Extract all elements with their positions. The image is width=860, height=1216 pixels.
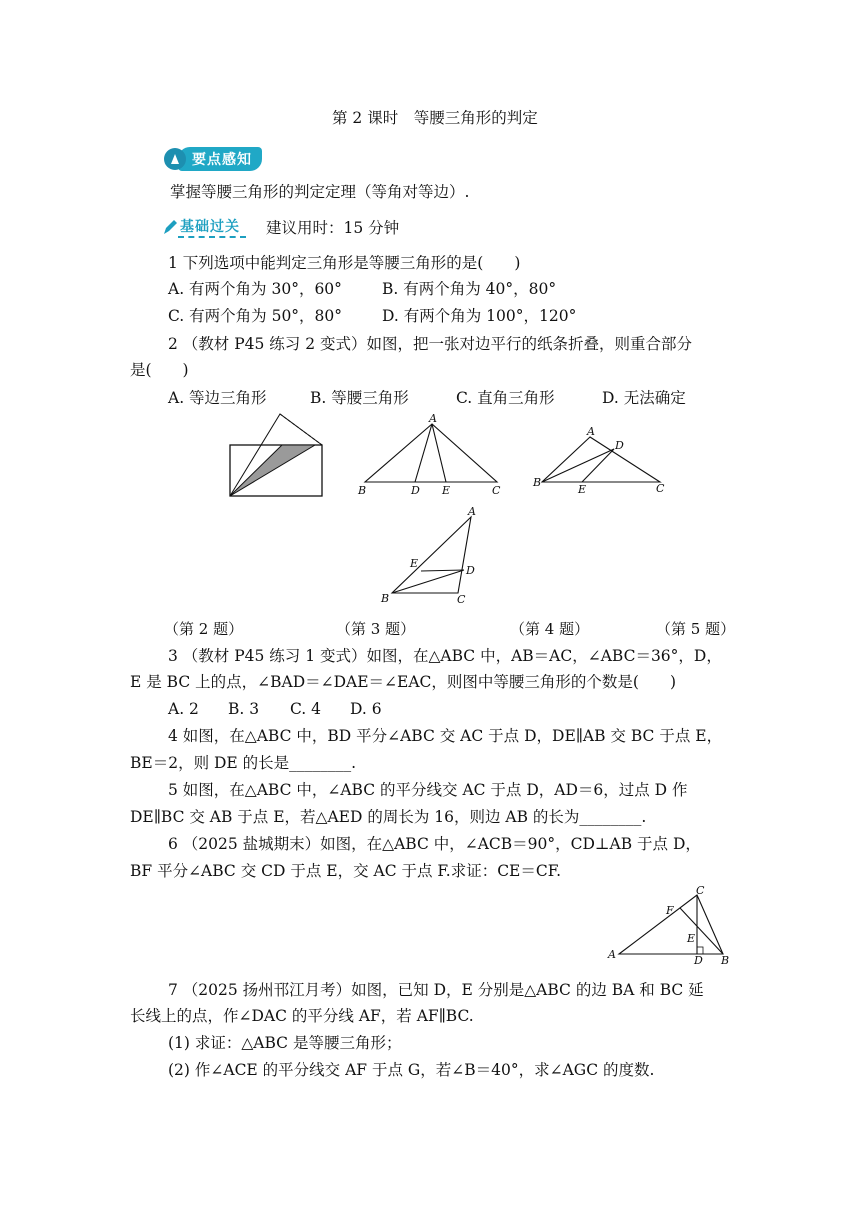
fig3-label-a: A [429,412,437,425]
q2-option-c: C. 直角三角形 [456,389,555,407]
fig4-label-e: E [578,483,587,496]
q2-line1: 2 （教材 P45 练习 2 变式）如图，把一张对边平行的纸条折叠，则重合部分 [168,335,693,353]
q2-option-b: B. 等腰三角形 [310,389,409,407]
q1-option-a: A. 有两个角为 30°，60° [168,280,342,298]
q4-line1: 4 如图，在△ABC 中，BD 平分∠ABC 交 AC 于点 D，DE∥AB 交 BC 于点 E， [168,727,723,745]
q5-line2: DE∥BC 交 AB 于点 E，若△AED 的周长为 16，则边 AB 的长为________. [130,808,647,826]
fig6-label-e: E [687,932,696,945]
fig2-overlap [230,445,315,496]
q1-option-d: D. 有两个角为 100°，120° [382,307,577,325]
figure-q5 [375,503,485,608]
fig6-label-b: B [721,954,730,964]
basic-practice-label: 基础过关 [178,216,246,238]
fig6-label-f: F [666,904,674,917]
fig5-label-c: C [457,593,466,606]
caption-q4: （第 4 题） [510,620,590,638]
caption-q3: （第 3 题） [336,620,416,638]
key-points-text: 掌握等腰三角形的判定定理（等角对等边）. [170,183,470,201]
fig4-label-a: A [587,425,595,438]
fig5-label-a: A [468,505,476,518]
fig3-label-d: D [411,484,420,497]
q6-line1: 6 （2025 盐城期末）如图，在△ABC 中，∠ACB＝90°，CD⊥AB 于点 D， [168,835,701,853]
fig4-label-c: C [656,482,665,495]
fig3-label-c: C [492,484,501,497]
figure-q6 [600,884,740,964]
q6-line2: BF 平分∠ABC 交 CD 于点 E，交 AC 于点 F.求证：CE＝CF. [130,862,562,880]
figure-q2 [220,410,335,502]
q2-line2: 是( ) [130,361,189,379]
fig3-label-b: B [358,484,367,497]
q1-option-c: C. 有两个角为 50°，80° [168,307,343,325]
q7-part2: (2) 作∠ACE 的平分线交 AF 于点 G，若∠B＝40°，求∠AGC 的度数. [168,1061,655,1079]
suggested-time: 建议用时：15 分钟 [266,219,400,237]
q3-option-b: B. 3 [228,700,260,718]
page-title: 第 2 课时 等腰三角形的判定 [332,109,538,127]
fig5-label-b: B [381,592,390,605]
q3-option-a: A. 2 [168,700,199,718]
q7-line1: 7 （2025 扬州邗江月考）如图，已知 D，E 分别是△ABC 的边 BA 和 BC 延 [168,981,704,999]
pin-icon [162,146,188,172]
q3-option-d: D. 6 [350,700,382,718]
fig6-label-a: A [608,948,616,961]
key-points-badge [162,146,262,172]
fig5-label-d: D [466,564,475,577]
caption-q5: （第 5 题） [656,620,736,638]
q3-line2: E 是 BC 上的点，∠BAD＝∠DAE＝∠EAC，则图中等腰三角形的个数是( ) [130,673,677,691]
q5-line1: 5 如图，在△ABC 中，∠ABC 的平分线交 AC 于点 D，AD＝6，过点 D 作 [168,781,688,799]
basic-practice-badge [162,216,246,238]
q3-option-c: C. 4 [290,700,322,718]
q7-line2: 长线上的点，作∠DAC 的平分线 AF，若 AF∥BC. [130,1007,474,1025]
q2-option-a: A. 等边三角形 [168,389,267,407]
fig4-label-d: D [615,439,624,452]
key-points-label: 要点感知 [178,147,262,171]
fig4-label-b: B [533,476,542,489]
fig6-label-c: C [696,884,705,897]
fig3-label-e: E [442,484,451,497]
fig6-label-d: D [694,954,703,964]
figure-q4 [530,422,675,497]
pencil-icon [162,218,178,236]
q1-option-b: B. 有两个角为 40°，80° [382,280,557,298]
q1-stem: 1 下列选项中能判定三角形是等腰三角形的是( ) [168,254,521,272]
figure-q3 [355,412,505,502]
q7-part1: (1) 求证：△ABC 是等腰三角形； [168,1034,402,1052]
q2-option-d: D. 无法确定 [602,389,686,407]
caption-q2: （第 2 题） [164,620,244,638]
q4-line2: BE＝2，则 DE 的长是________. [130,754,357,772]
fig5-label-e: E [410,557,419,570]
q3-line1: 3 （教材 P45 练习 1 变式）如图，在△ABC 中，AB＝AC，∠ABC＝36°，D， [168,647,722,665]
